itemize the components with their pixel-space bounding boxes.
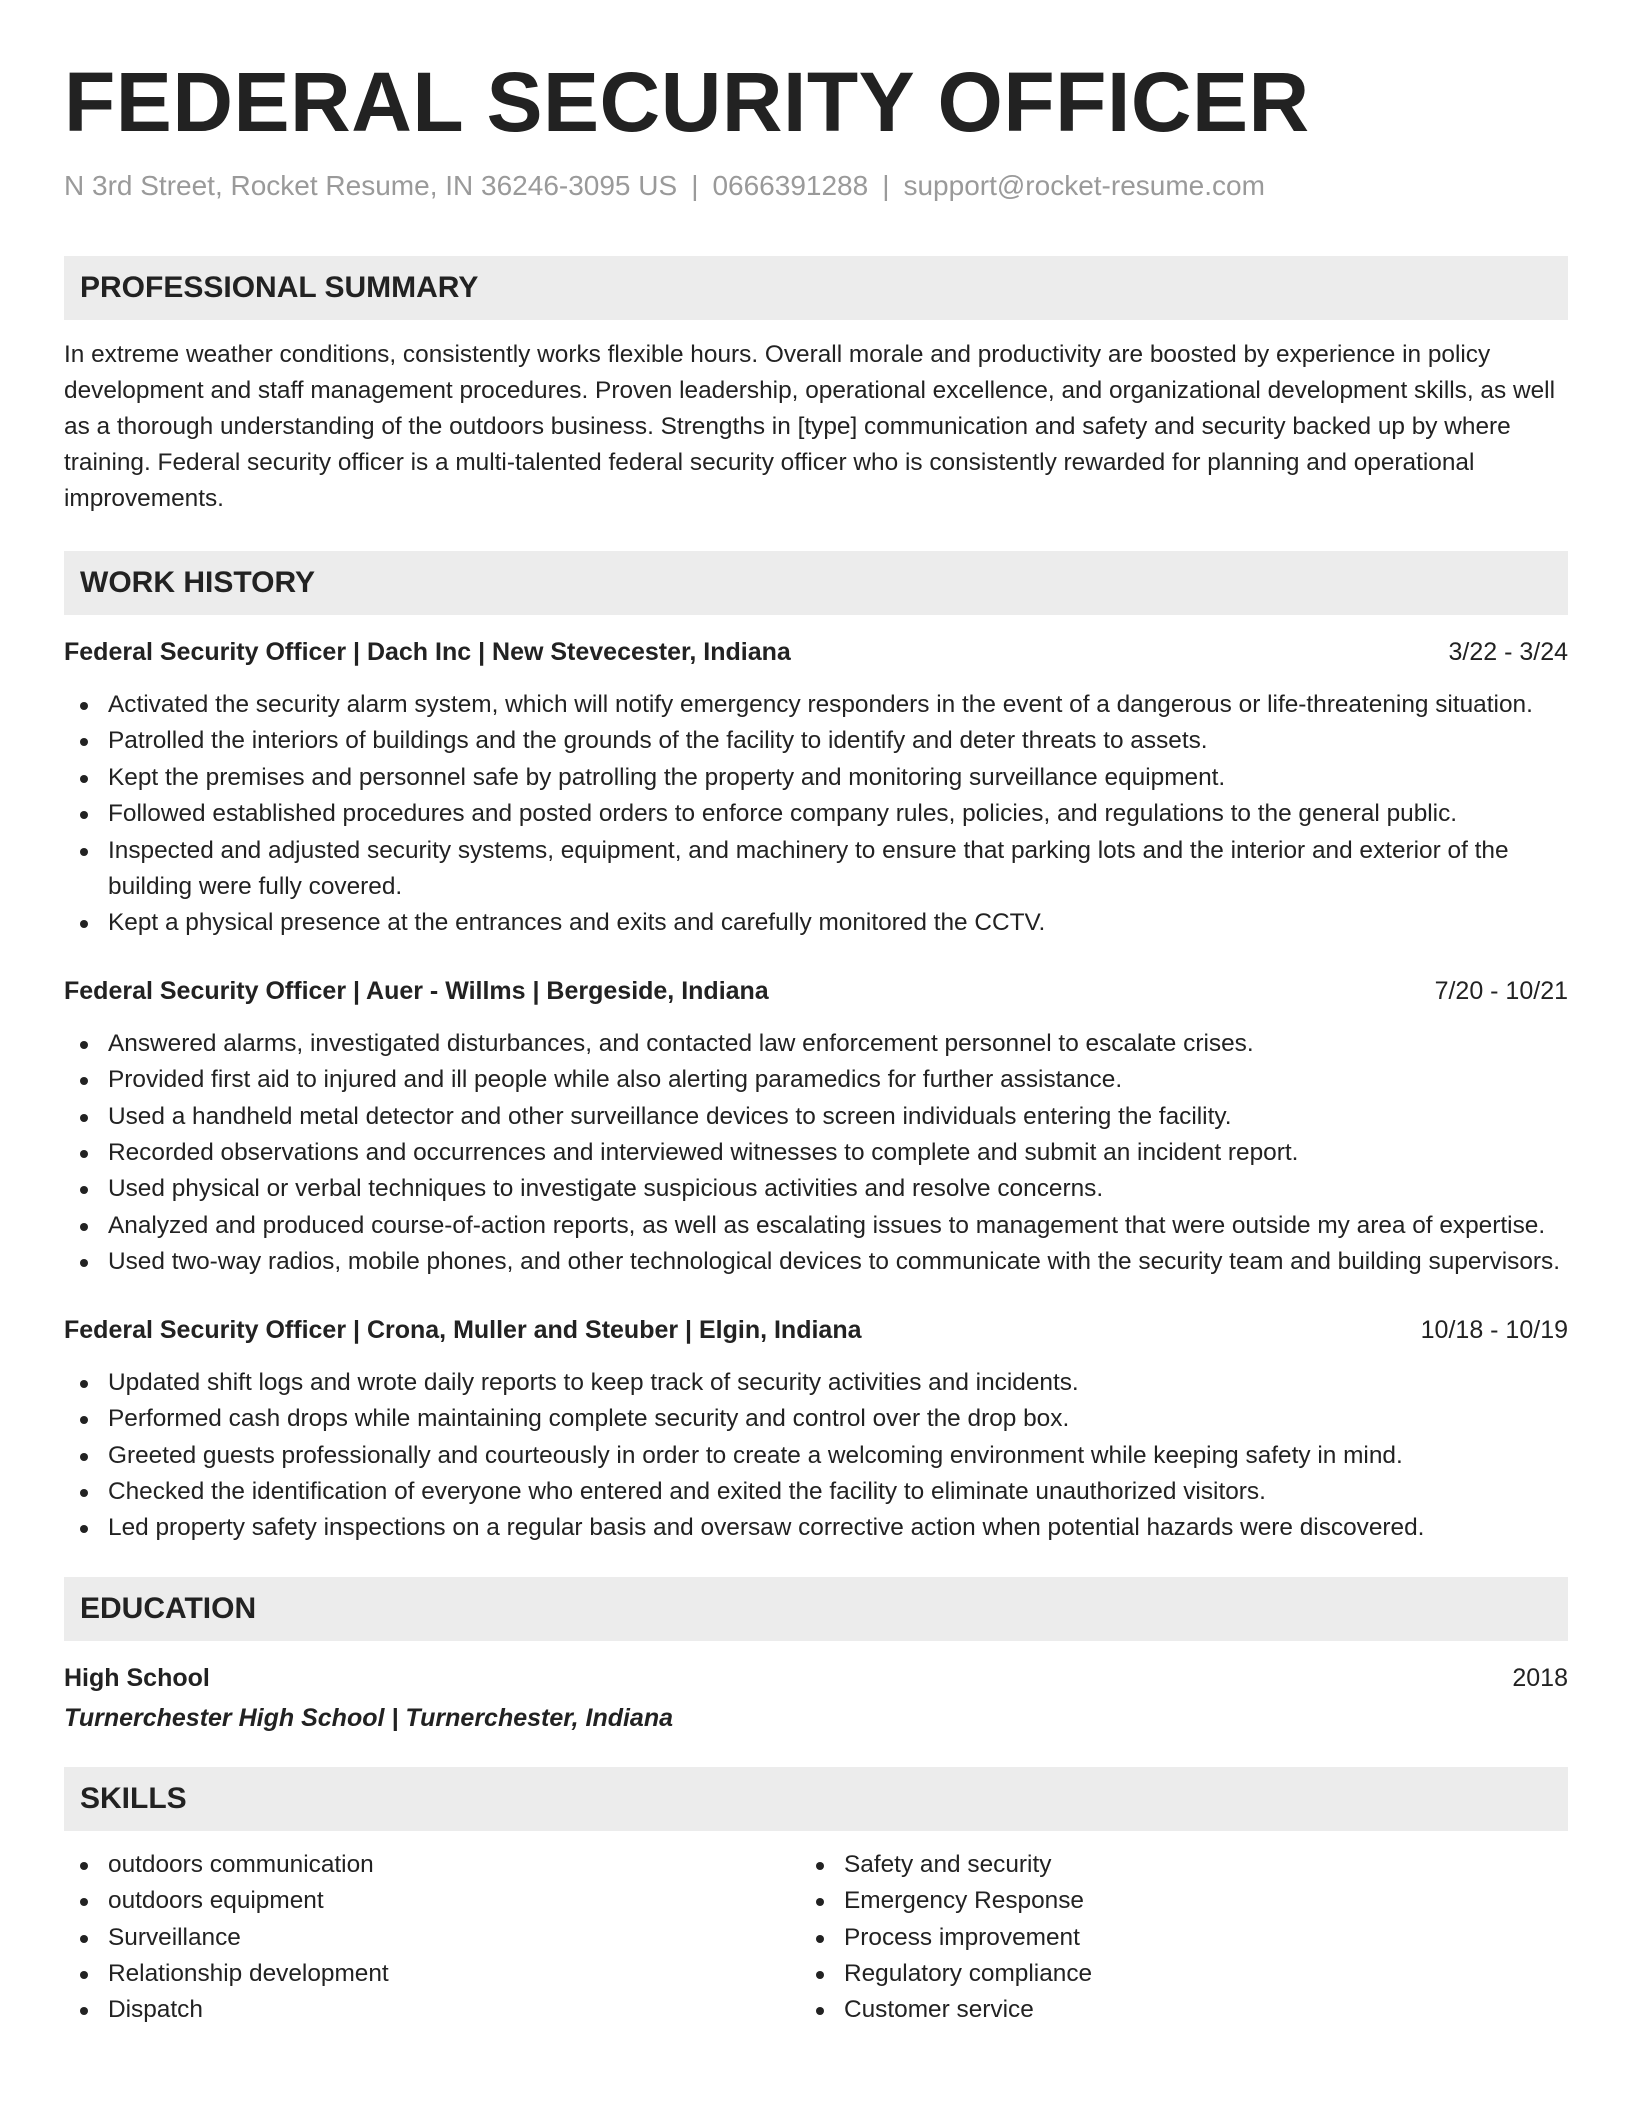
section-heading-skills: SKILLS — [64, 1767, 1568, 1831]
education-header — [64, 1661, 1568, 1695]
education-degree: High School — [64, 1663, 210, 1692]
job-bullet: Updated shift logs and wrote daily reports to keep track of security activities and incidents. — [64, 1365, 1568, 1401]
section-heading-education: EDUCATION — [64, 1577, 1568, 1641]
skill-item: outdoors communication — [64, 1847, 800, 1883]
job-date: 7/20 - 10/21 — [1434, 976, 1568, 1005]
job-bullet: Kept the premises and personnel safe by patrolling the property and monitoring surveillance equipment. — [64, 760, 1568, 796]
job-bullet: Activated the security alarm system, which will notify emergency responders in the event of a dangerous or life-threatening situation. — [64, 687, 1568, 723]
job-bullet: Led property safety inspections on a regular basis and oversaw corrective action when potential hazards were discovered. — [64, 1510, 1568, 1546]
skills-column-left — [64, 1847, 800, 2029]
skill-item: outdoors equipment — [64, 1883, 800, 1919]
job-bullet: Patrolled the interiors of buildings and the grounds of the facility to identify and deter threats to assets. — [64, 723, 1568, 759]
job-entry — [64, 635, 1568, 942]
contact-address: N 3rd Street, Rocket Resume, IN 36246-3095 US — [64, 170, 678, 201]
job-bullet: Used physical or verbal techniques to investigate suspicious activities and resolve concerns. — [64, 1171, 1568, 1207]
skill-item: Regulatory compliance — [800, 1956, 1536, 1992]
skill-item: Surveillance — [64, 1920, 800, 1956]
contact-email: support@rocket-resume.com — [903, 170, 1265, 201]
job-title: Federal Security Officer | Dach Inc | New Stevecester, Indiana — [64, 638, 791, 666]
skills-list — [64, 1847, 1568, 2029]
job-bullet: Used two-way radios, mobile phones, and other technological devices to communicate with the security team and building supervisors. — [64, 1244, 1568, 1280]
job-bullets — [64, 687, 1568, 942]
job-bullet: Greeted guests professionally and courteously in order to create a welcoming environment while keeping safety in mind. — [64, 1438, 1568, 1474]
skill-item: Relationship development — [64, 1956, 800, 1992]
job-bullet: Inspected and adjusted security systems, equipment, and machinery to ensure that parking lots and the interior and exterior of the building were fully covered. — [64, 833, 1568, 906]
education-entry — [64, 1661, 1568, 1735]
job-bullet: Analyzed and produced course-of-action reports, as well as escalating issues to management that were outside my area of expertise. — [64, 1208, 1568, 1244]
job-bullet: Recorded observations and occurrences and interviewed witnesses to complete and submit an incident report. — [64, 1135, 1568, 1171]
job-bullet: Checked the identification of everyone who entered and exited the facility to eliminate unauthorized visitors. — [64, 1474, 1568, 1510]
section-heading-work-history: WORK HISTORY — [64, 551, 1568, 615]
job-bullet: Answered alarms, investigated disturbances, and contacted law enforcement personnel to escalate crises. — [64, 1026, 1568, 1062]
job-header — [64, 1313, 1568, 1347]
contact-separator: | — [882, 170, 890, 201]
resume-name: FEDERAL SECURITY OFFICER — [64, 55, 1310, 149]
job-bullet: Used a handheld metal detector and other surveillance devices to screen individuals entering the facility. — [64, 1099, 1568, 1135]
skill-item: Process improvement — [800, 1920, 1536, 1956]
job-date: 3/22 - 3/24 — [1448, 638, 1568, 666]
job-header — [64, 635, 1568, 669]
contact-separator: | — [691, 170, 699, 201]
education-year: 2018 — [1512, 1663, 1568, 1692]
summary-text: In extreme weather conditions, consistently works flexible hours. Overall morale and productivity are boosted by experience in policy development and staff management procedures. Proven leadership, operational excellence, and organizational development skills, as well as a thorough understanding of the outdoors business. Strengths in [type] communication and safety and security backed up by where training. Federal security officer is a multi-talented federal security officer who is consistently rewarded for planning and operational improvements. — [64, 341, 1555, 512]
skill-item: Dispatch — [64, 1992, 800, 2028]
job-title: Federal Security Officer | Crona, Muller and Steuber | Elgin, Indiana — [64, 1315, 862, 1344]
contact-line — [64, 168, 1568, 204]
job-bullet: Kept a physical presence at the entrances and exits and carefully monitored the CCTV. — [64, 905, 1568, 941]
section-heading-summary: PROFESSIONAL SUMMARY — [64, 256, 1568, 320]
job-title: Federal Security Officer | Auer - Willms | Bergeside, Indiana — [64, 976, 769, 1005]
job-entry — [64, 974, 1568, 1281]
job-bullet: Provided first aid to injured and ill people while also alerting paramedics for further assistance. — [64, 1062, 1568, 1098]
education-school: Turnerchester High School | Turnerchester, Indiana — [64, 1703, 674, 1732]
job-bullets — [64, 1026, 1568, 1281]
job-header — [64, 974, 1568, 1008]
skill-item: Safety and security — [800, 1847, 1536, 1883]
job-bullet: Followed established procedures and posted orders to enforce company rules, policies, and regulations to the general public. — [64, 796, 1568, 832]
skill-item: Customer service — [800, 1992, 1536, 2028]
job-date: 10/18 - 10/19 — [1420, 1315, 1568, 1344]
job-bullets — [64, 1365, 1568, 1547]
skill-item: Emergency Response — [800, 1883, 1536, 1919]
contact-phone: 0666391288 — [712, 170, 869, 201]
job-bullet: Performed cash drops while maintaining complete security and control over the drop box. — [64, 1401, 1568, 1437]
job-entry — [64, 1313, 1568, 1547]
skills-column-right — [800, 1847, 1536, 2029]
